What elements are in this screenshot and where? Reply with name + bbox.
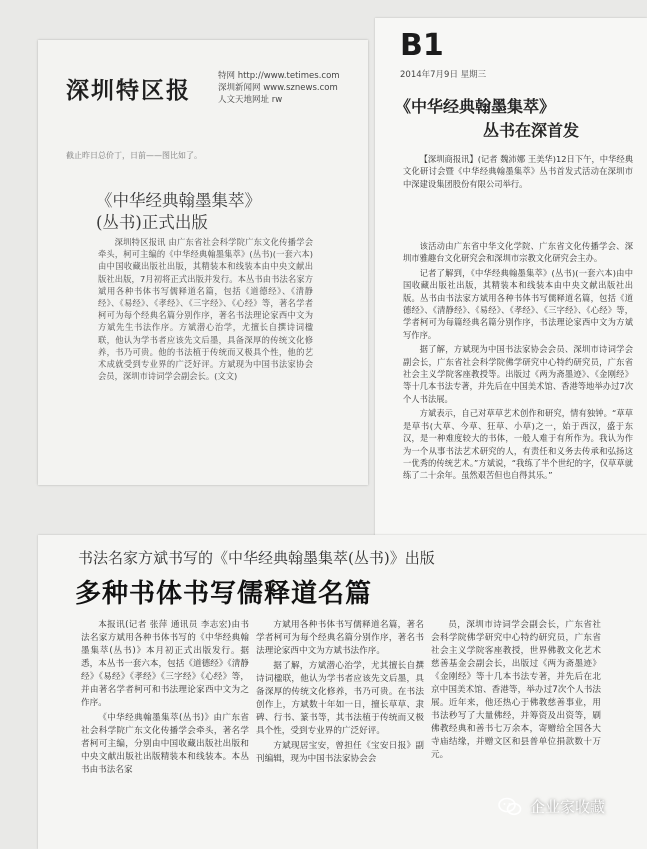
clipping-shenzhen-special-zone-daily [38,40,368,485]
issue-date: 2014年7月9日 星期三 [400,70,487,80]
wechat-icon [498,797,522,817]
site-line: 特网 http://www.tetimes.com [218,71,340,81]
paragraph: 据了解，方斌现为中国书法家协会会员、深圳市诗词学会副会长，广东省社会科学院佛学研究中心特约研究员，广东省社会主义学院客座教授等。出版过《两为斋墨迹》、《金刚经》等十几本书法专著，并先后在中国美术馆、香港等地举办过7次个人书法展。 [403,344,633,404]
masthead: 深圳特区报 [66,77,191,104]
headline-line: 《中华经典翰墨集萃》 [96,191,261,210]
paragraph: 记者了解到，《中华经典翰墨集萃》(丛书)(一套六本)由中国收藏出版社出版，其精装本和线装本由中央文献出版社出版。丛书由书法家方斌用各种书体书写儒释道名篇，包括《道德经》、《清静经》、《易经》、《孝经》、《三字经》、《心经》等，学者柯可为每篇经典名篇分别作序，书法理论家西中文为方斌写作序。 [403,267,633,340]
text-column-2 [256,619,424,768]
paragraph: 本报讯(记者 张萍 通讯员 李志宏)由书法名家方斌用各种书体书写的《中华经典翰墨集萃(丛书)》本月初正式出版发行。据悉，本丛书一套六本，包括《道德经》《清静经》《易经》《孝经》《三字经》《心经》等，并由著名学者柯可和书法理论家西中文为之作序。 [81,620,249,708]
article-body: 深圳特区报讯 由广东省社会科学院广东文化传播学会牵头，柯可主编的《中华经典翰墨集萃》(丛书)(一套六本)由中国收藏出版社出版，其精装本和线装本由中央文献出版社出版，7月初将正式出版并发行。本丛书由书法名家方斌用各种书体书写儒释道名篇，包括《道德经》、《清静经》、《易经》、《孝经》、《三字经》、《心经》等，著名学者柯可为每个经典名篇分别作序，著名书法理论家西中文为方斌先生书法作序。方斌潜心治学，尤擅长自撰诗词楹联，他认为学书者应该先文后墨，具备深厚的传统文化修养，书乃可贵。他的书法植于传统而又极具个性，他的艺术成就受到专业界的广泛好评。方斌现为中国书法家协会会员，深圳市诗词学会副会长。(文文) [98,237,313,382]
site-info [218,70,340,106]
clipping-shenzhen-commercial-daily [375,18,647,538]
watermark-text: 企业家收藏 [530,798,606,816]
article-headline [96,190,336,234]
text-column-3 [431,619,601,764]
article-body [403,240,633,484]
article-byline: 【深圳商报讯】(记者 魏沛娜 王美华)12日下午，中华经典文化研讨会暨《中华经典翰墨集萃》丛书首发式活动在深圳市中深建设集团股份有限公司举行。 [403,154,633,189]
paragraph: 据了解，方斌潜心治学，尤其擅长自撰诗词楹联，他认为学书者应该先文后墨，具备深厚的传统文化修养，书乃可贵。在书法创作上，方斌数十年如一日，擅长草草、隶碑、行书、篆书等，其书法植于传统而又极具个性，受到专业界的广泛好评。 [256,661,424,736]
site-line: 深圳新闻网 www.sznews.com [218,83,338,93]
paragraph: 方斌表示，自己对草草艺术创作和研究，情有独钟。“草草是草书(大草、今草、狂草、小草)之一，始于西汉，盛于东汉，是一种难度较大的书体，一般人难于有所作为。我认为作为一个从事书法艺术研究的人，有责任和义务去传承和弘扬这一优秀的传统艺术。”方斌说，“我练了半个世纪的字，仅草草就练了二十余年。虽然艰苦但也自得其乐。” [403,408,633,481]
headline-line: (丛书)正式出版 [96,213,208,232]
article-kicker: 书法名家方斌书写的《中华经典翰墨集萃(丛书)》出版 [78,549,435,567]
watermark [498,796,605,817]
ticker-text: 截止昨日总价丁，日前——图比如了。 [66,151,202,160]
paragraph: 员，深圳市诗词学会副会长，广东省社会科学院佛学研究中心特约研究员，广东省社会主义学院客座教授，世界佛教文化艺术慈善基金会副会长，出版过《两为斋墨迹》《金刚经》等十几本书法专著，并先后在北京中国美术馆、香港等，举办过7次个人书法展。近年来，他还热心于佛教慈善事业，用书法秒写了大量佛经，并筹资及出资等，刷佛教经典和善书七万余本，寄赠给全国各大寺庙结缘，并赠文区和县普单位捐款数十万元。 [431,620,601,760]
page-number: B1 [400,28,444,63]
site-line: 人文天地网址 rw [218,95,283,105]
paragraph: 该活动由广东省中华文化学院、广东省文化传播学会、深圳市雅趣台文化研究会和深圳市宗教文化研究会主办。 [403,241,633,264]
article-headline: 《中华经典翰墨集萃》 [395,97,556,116]
article-headline: 多种书体书写儒释道名篇 [75,579,373,609]
paragraph: 方斌现居宝安，曾担任《宝安日报》副刊编辑，现为中国书法家协会会 [256,741,424,764]
text-column-1 [81,619,249,779]
paragraph: 方斌用各种书体书写儒释道名篇，著名学者柯可为每个经典名篇分别作序，著名书法理论家西中文为方斌书法作序。 [256,620,424,656]
paragraph: 《中华经典翰墨集萃(丛书)》由广东省社会科学院广东文化传播学会牵头，著名学者柯可主编，分别由中国收藏出版社出版和中央文献出版社出版精装本和线装本。本丛书由书法名家 [81,713,249,775]
article-subheadline: 丛书在深首发 [483,121,580,140]
